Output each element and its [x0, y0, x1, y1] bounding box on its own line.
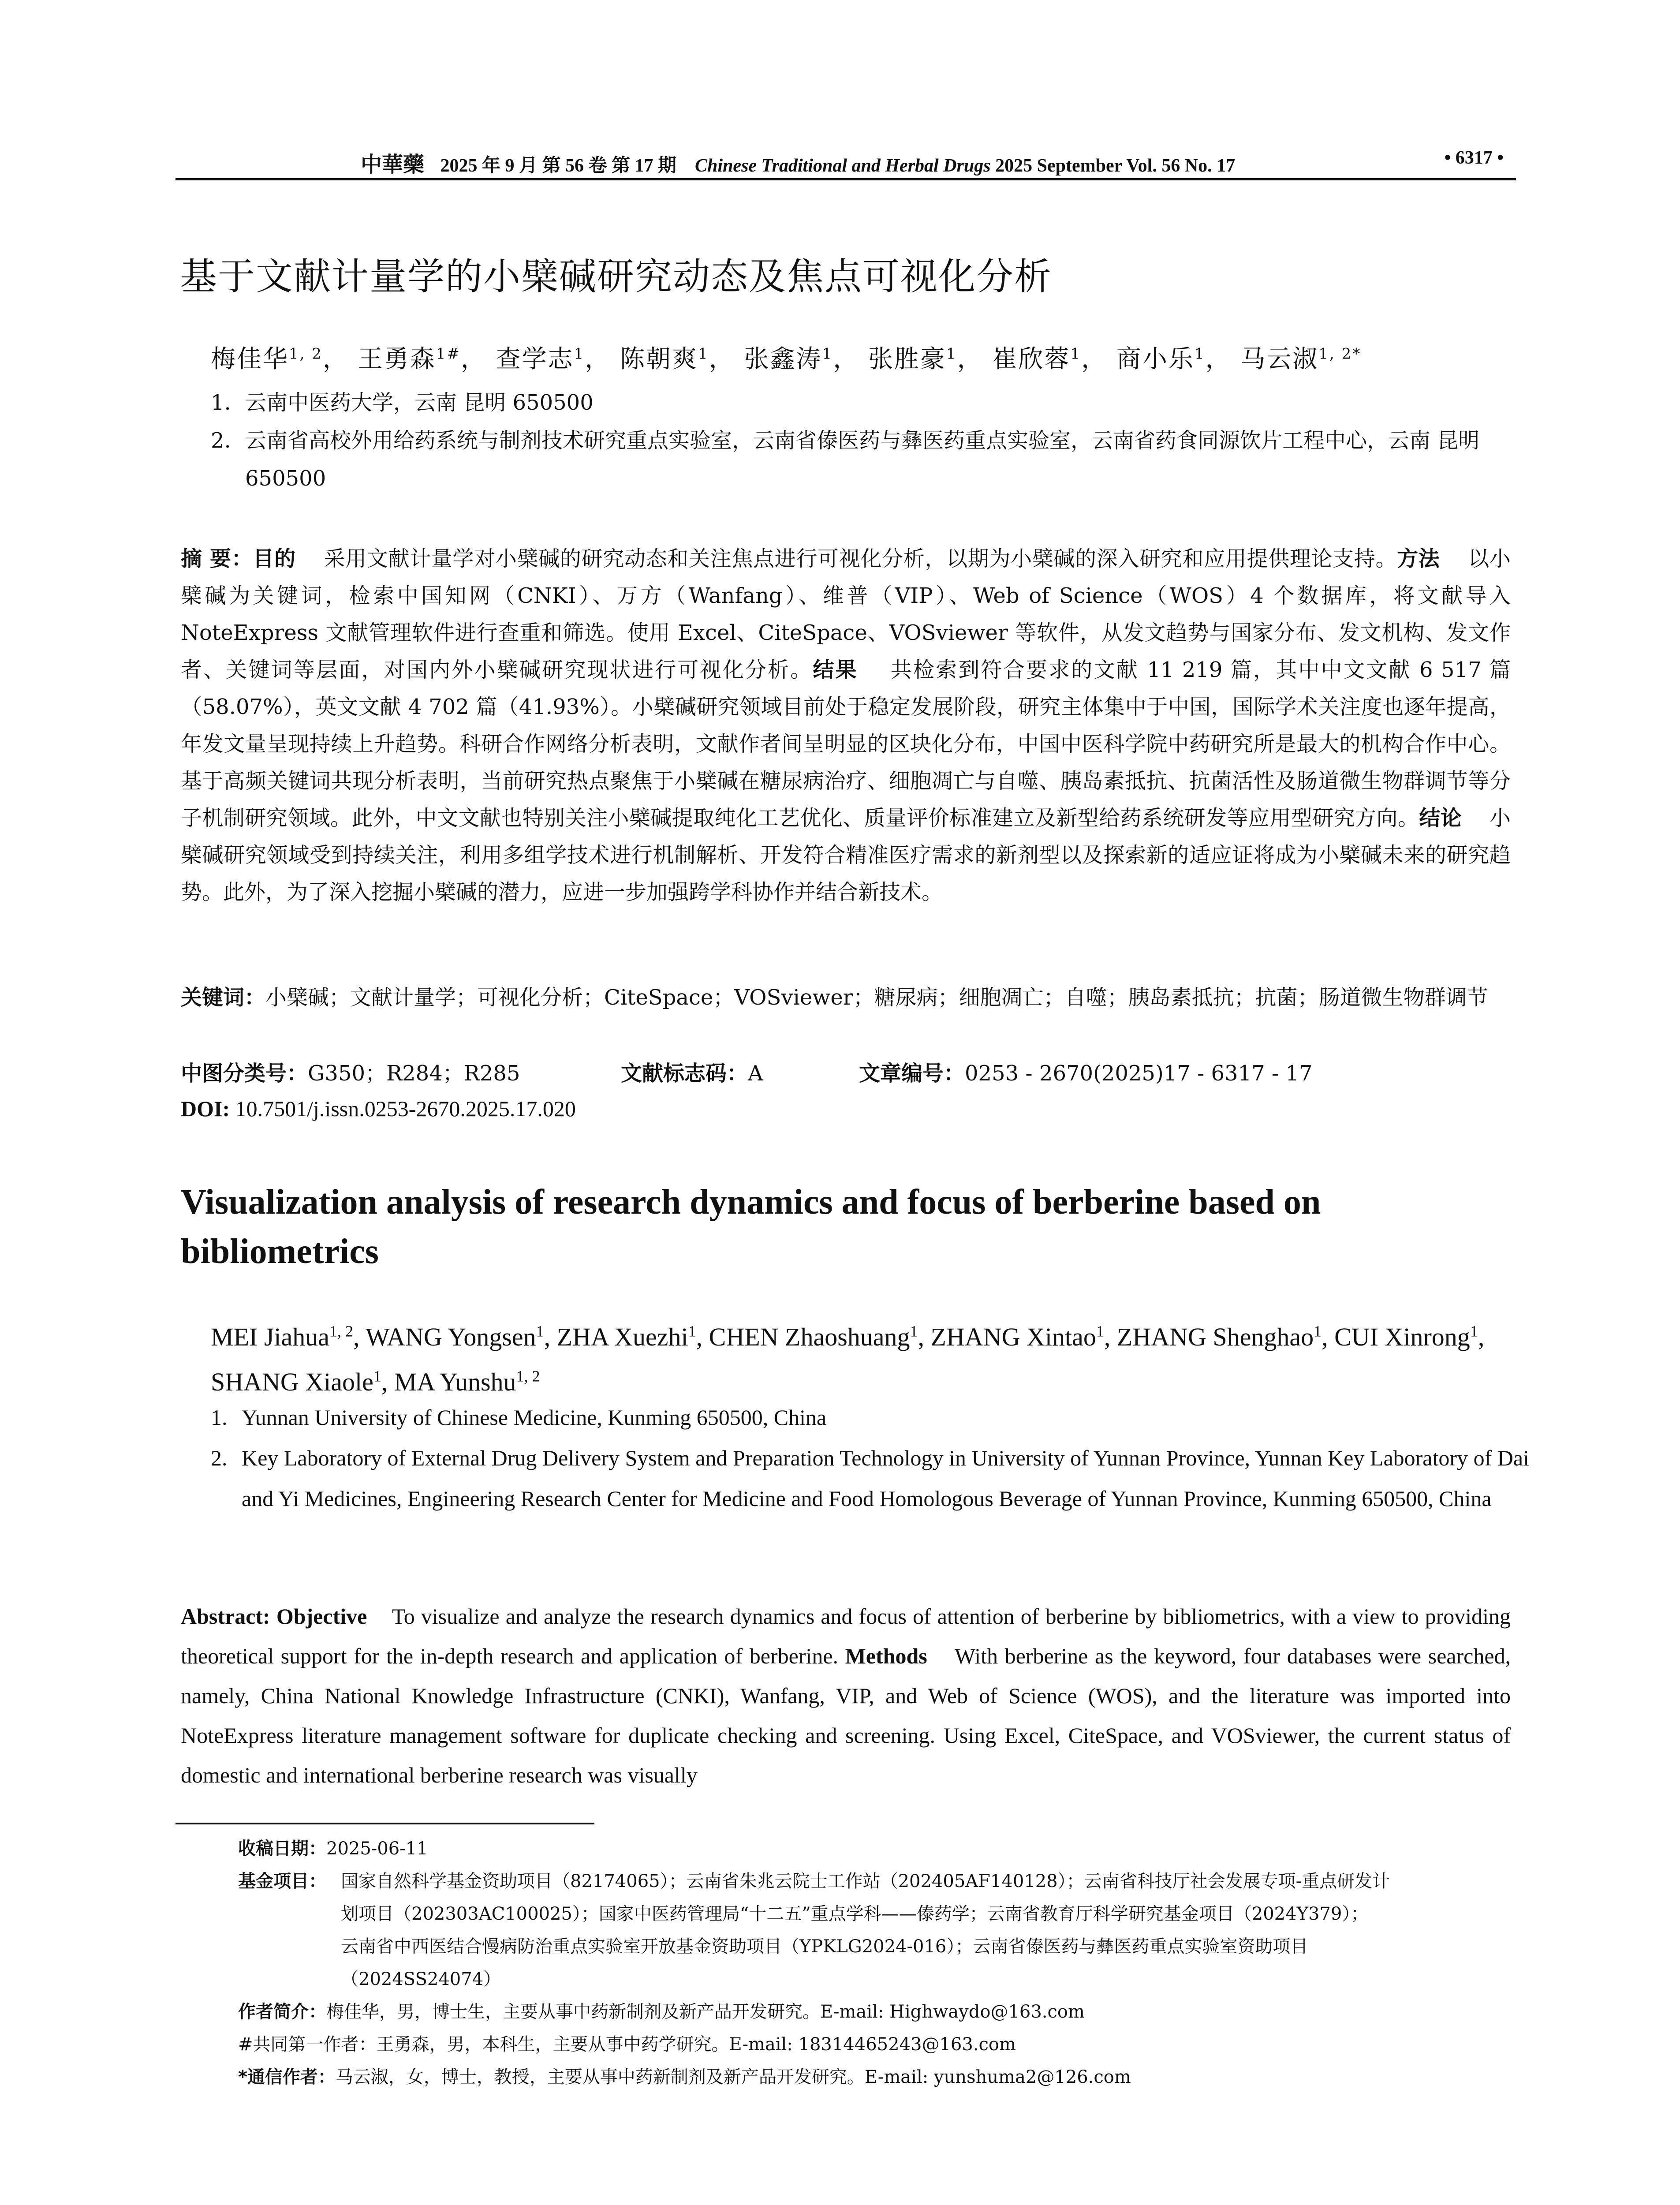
author-cn: 马云淑$^{1, 2*}$	[1240, 345, 1362, 374]
author-en: ZHANG Shenghao$^1$,	[1116, 1323, 1335, 1352]
issue-en: 2025 September Vol. 56 No. 17	[995, 156, 1236, 176]
methods-label-cn: 方法	[1397, 546, 1440, 571]
footnote-rule	[175, 1823, 594, 1824]
title-en: Visualization analysis of research dynamics and focus of berberine based on bibliometrics	[181, 1183, 1321, 1271]
page-number: • 6317 •	[1444, 148, 1504, 168]
author-en: MEI Jiahua$^{1, 2}$,	[211, 1323, 366, 1352]
footnote-author: 作者简介：梅佳华，男，博士生，主要从事中药新制剂及新产品开发研究。E-mail: Highwaydo@163.com	[238, 2002, 1085, 2022]
affiliation-en-1: 1. Yunnan University of Chinese Medicine, Kunming 650500, China	[211, 1405, 827, 1430]
author-en: MA Yunshu$^{1, 2}$	[394, 1367, 540, 1396]
author-en: SHANG Xiaole$^1$,	[211, 1367, 394, 1396]
author-cn: 陈朝爽$^1$，	[620, 345, 735, 374]
author-en: CHEN Zhaoshuang$^1$,	[709, 1323, 931, 1352]
results-label-cn: 结果	[813, 658, 858, 682]
header-left	[361, 147, 1235, 178]
doi-line: DOI: 10.7501/j.issn.0253-2670.2025.17.020	[181, 1096, 576, 1121]
running-header	[175, 144, 1504, 177]
conclusion-label-cn: 结论	[1419, 806, 1462, 830]
author-cn: 梅佳华$^{1, 2}$，	[211, 345, 349, 374]
affiliation-en-2: 2. Key Laboratory of External Drug Delivery System and Preparation Technology in University of Yunnan Province, Yunnan Key Laboratory of Dai and Yi Medicines, Engineering Research Center for Medicine and Food Homologous Beverage of Yunnan Province, Kunming 650500, China	[211, 1446, 1529, 1511]
authors-en	[211, 1312, 1512, 1401]
keywords-label: 关键词：	[181, 985, 266, 1010]
footnote-fund: 基金项目： 国家自然科学基金资助项目（82174065）；云南省朱兆云院士工作站（202405AF140128）；云南省科技厅社会发展专项-重点研发计 划项目（202303AC100025）；国家中医药管理局“十二五”重点学科——傣药学；云南省教育厅科学研究基金项目（2024Y379）； 云南省中西医结合慢病防治重点实验室开放基金资助项目（YPKLG2024-016）；云南省傣医药与彝医药重点实验室资助项目 （2024SS24074）	[238, 1871, 1390, 1989]
abstract-en: Abstract: Objective To visualize and analyze the research dynamics and focus of attention of berberine by bibliometrics, with a view to providing theoretical support for the in-depth research and application of berberine. Methods With berberine as the keyword, four databases were searched, namely, China National Knowledge Infrastructure (CNKI), Wanfang, VIP, and Web of Science (WOS), and the literature was imported into NoteExpress literature management software for duplicate checking and screening. Using Excel, CiteSpace, and VOSviewer, the current status of domestic and international berberine research was visually	[181, 1604, 1511, 1787]
journal-name-en: Chinese Traditional and Herbal Drugs	[695, 156, 991, 176]
author-en: WANG Yongsen$^1$,	[365, 1323, 557, 1352]
affiliation-cn-2: 2. 云南省高校外用给药系统与制剂技术研究重点实验室，云南省傣医药与彝医药重点实验室，云南省药食同源饮片工程中心，云南 昆明 650500	[211, 428, 1480, 491]
header-rule	[175, 178, 1516, 180]
author-cn: 崔欣蓉$^1$，	[992, 345, 1108, 374]
author-cn: 王勇森$^{1\#}$，	[358, 345, 487, 374]
author-en: ZHA Xuezhi$^1$,	[556, 1323, 709, 1352]
footnote-co-first: #共同第一作者：王勇森，男，本科生，主要从事中药学研究。E-mail: 18314465243@163.com	[238, 2034, 1016, 2055]
abstract-label-en: Abstract:	[181, 1604, 270, 1629]
journal-name-cn: 中華藥	[361, 152, 425, 177]
author-cn: 查学志$^1$，	[496, 345, 611, 374]
methods-label-en: Methods	[845, 1644, 927, 1668]
author-cn: 张胜豪$^1$，	[868, 345, 983, 374]
objective-label-en: Objective	[276, 1604, 367, 1629]
title-cn: 基于文献计量学的小檗碱研究动态及焦点可视化分析	[180, 255, 1053, 298]
keywords-cn: 关键词：小檗碱；文献计量学；可视化分析；CiteSpace；VOSviewer；糖尿病；细胞凋亡；自噬；胰岛素抵抗；抗菌；肠道微生物群调节	[181, 985, 1488, 1010]
author-en: ZHANG Xintao$^1$,	[930, 1323, 1117, 1352]
abstract-label-cn: 摘 要：	[181, 546, 253, 571]
footnote-received: 收稿日期：2025-06-11	[238, 1839, 428, 1859]
author-cn: 张鑫涛$^1$，	[744, 345, 859, 374]
classification-line: 中图分类号：G350；R284；R285 文献标志码：A 文章编号：0253 - 2670(2025)17 - 6317 - 17	[181, 1061, 1313, 1086]
abstract-cn: 摘 要：目的 采用文献计量学对小檗碱的研究动态和关注焦点进行可视化分析，以期为小檗碱的深入研究和应用提供理论支持。方法 以小檗碱为关键词，检索中国知网（CNKI）、万方（Wanfang）、维普（VIP）、Web of Science（WOS）4 个数据库，将文献导入 NoteExpress 文献管理软件进行查重和筛选。使用 Excel、CiteSpace、VOSviewer 等软件，从发文趋势与国家分布、发文机构、发文作者、关键词等层面，对国内外小檗碱研究现状进行可视化分析。结果 共检索到符合要求的文献 11 219 篇，其中中文文献 6 517 篇（58.07%），英文文献 4 702 篇（41.93%）。小檗碱研究领域目前处于稳定发展阶段，研究主体集中于中国，国际学术关注度也逐年提高，年发文量呈现持续上升趋势。科研合作网络分析表明，文献作者间呈明显的区块化分布，中国中医科学院中药研究所是最大的机构合作中心。基于高频关键词共现分析表明，当前研究热点聚焦于小檗碱在糖尿病治疗、细胞凋亡与自噬、胰岛素抵抗、抗菌活性及肠道微生物群调节等分子机制研究领域。此外，中文文献也特别关注小檗碱提取纯化工艺优化、质量评价标准建立及新型给药系统研发等应用型研究方向。结论 小檗碱研究领域受到持续关注，利用多组学技术进行机制解析、开发符合精准医疗需求的新剂型以及探索新的适应证将成为小檗碱未来的研究趋势。此外，为了深入挖掘小檗碱的潜力，应进一步加强跨学科协作并结合新技术。	[181, 546, 1511, 904]
authors-cn	[211, 340, 1361, 375]
affiliation-cn-1: 1. 云南中医药大学，云南 昆明 650500	[211, 390, 594, 415]
issue-cn: 2025 年 9 月 第 56 卷 第 17 期	[440, 156, 677, 176]
author-en: CUI Xinrong$^1$,	[1334, 1323, 1485, 1352]
objective-label-cn: 目的	[253, 546, 296, 571]
footnote-corresponding: *通信作者：马云淑，女，博士，教授，主要从事中药新制剂及新产品开发研究。E-mail: yunshuma2@126.com	[238, 2067, 1131, 2087]
author-cn: 商小乐$^1$，	[1116, 345, 1232, 374]
